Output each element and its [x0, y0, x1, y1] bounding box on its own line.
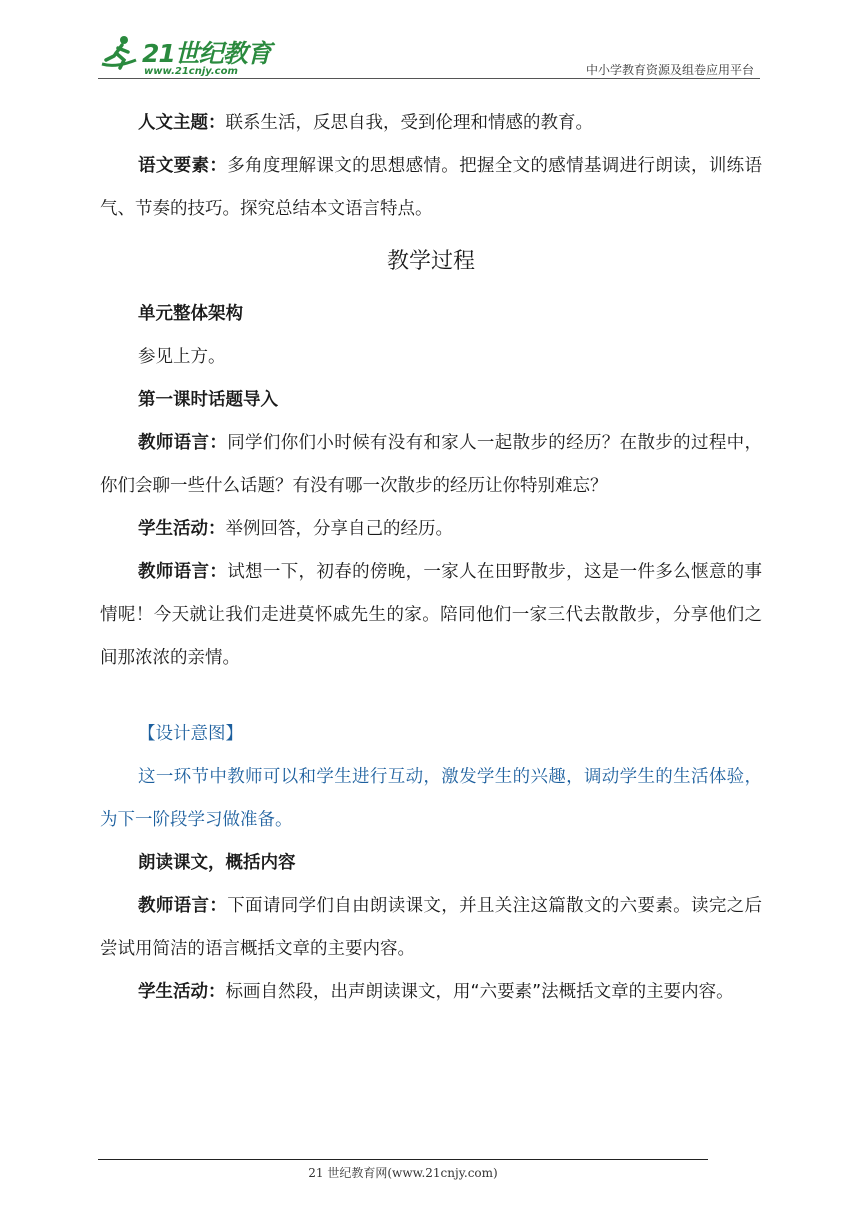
- student-label: 学生活动：: [138, 982, 226, 1002]
- design-heading: 【设计意图】: [138, 724, 243, 744]
- header-divider: [98, 78, 760, 79]
- student-text: 举例回答，分享自己的经历。: [225, 519, 453, 539]
- section-title: 教学过程: [386, 249, 475, 274]
- lang-text: 多角度理解课文的思想感情。把握全文的感情基调进行朗读，训练语气、节奏的技巧。探究总结本文语言特点。: [100, 156, 763, 219]
- running-figure-icon: [98, 34, 144, 78]
- student-paragraph-2: [100, 971, 762, 1014]
- lang-label: 语文要素：: [138, 156, 228, 176]
- teacher-paragraph-1: [100, 422, 762, 508]
- student-label: 学生活动：: [138, 519, 226, 539]
- teacher-paragraph-3: [100, 885, 762, 971]
- student-paragraph-1: [100, 508, 762, 551]
- theme-label: 人文主题：: [138, 113, 226, 133]
- teacher-text: 同学们你们小时候有没有和家人一起散步的经历？在散步的过程中，你们会聊一些什么话题？有没有哪一次散步的经历让你特别难忘？: [100, 433, 763, 496]
- theme-paragraph: [100, 102, 762, 145]
- teacher-label: 教师语言：: [138, 896, 228, 916]
- design-text: 这一环节中教师可以和学生进行互动，激发学生的兴趣，调动学生的生活体验，为下一阶段学习做准备。: [100, 767, 762, 830]
- teacher-text: 下面请同学们自由朗读课文，并且关注这篇散文的六要素。读完之后尝试用简洁的语言概括文章的主要内容。: [100, 896, 763, 959]
- footer-text: 21 世纪教育网(www.21cnjy.com): [308, 1166, 498, 1180]
- teacher-paragraph-2: [100, 551, 762, 680]
- logo-title: 21世纪教育: [142, 39, 271, 68]
- document-body: [100, 102, 762, 1014]
- spacer: [100, 680, 762, 713]
- lesson1-heading: 第一课时话题导入: [138, 390, 278, 410]
- teacher-label: 教师语言：: [138, 562, 228, 582]
- teacher-label: 教师语言：: [138, 433, 228, 453]
- page-header: [98, 28, 760, 80]
- lang-paragraph: [100, 145, 762, 231]
- student-text: 标画自然段，出声朗读课文，用“六要素”法概括文章的主要内容。: [225, 982, 734, 1002]
- logo-url: www.21cnjy.com: [144, 66, 238, 77]
- teacher-text: 试想一下，初春的傍晚，一家人在田野散步，这是一件多么惬意的事情呢！今天就让我们走进莫怀戚先生的家。陪同他们一家三代去散散步，分享他们之间那浓浓的亲情。: [100, 562, 763, 668]
- theme-text: 联系生活，反思自我，受到伦理和情感的教育。: [225, 113, 593, 133]
- read-heading: 朗读课文，概括内容: [138, 853, 296, 873]
- header-platform-text: 中小学教育资源及组卷应用平台: [585, 63, 754, 77]
- unit-text: 参见上方。: [138, 347, 226, 367]
- site-logo[interactable]: [98, 34, 271, 78]
- footer-divider: [98, 1159, 708, 1160]
- unit-heading: 单元整体架构: [138, 304, 243, 324]
